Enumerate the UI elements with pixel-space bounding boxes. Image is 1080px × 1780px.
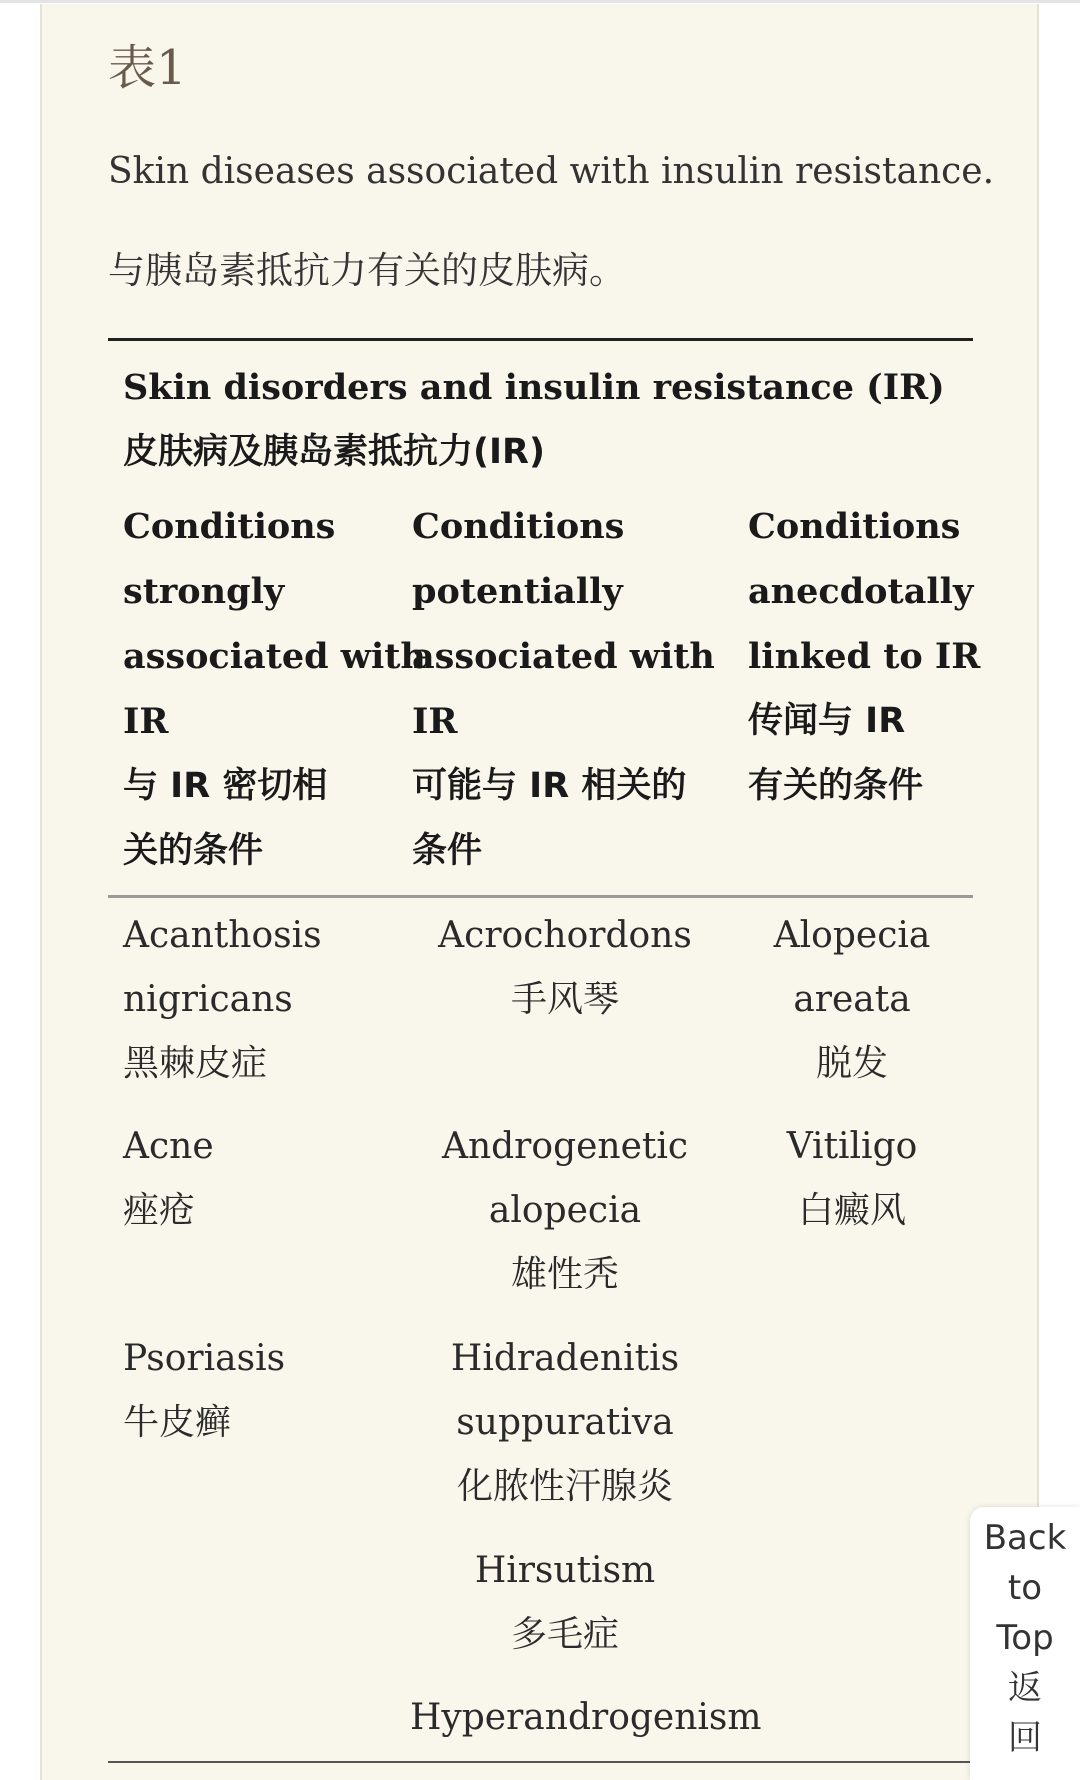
cell-text-en: Hirsutism <box>474 1550 656 1591</box>
table-heading <box>123 356 945 484</box>
cell-text-en: areata <box>793 979 911 1020</box>
table-bottom-rule <box>108 1761 973 1763</box>
table-cell <box>410 1539 720 1667</box>
caption-chinese: 与胰岛素抵抗力有关的皮肤病。 <box>108 249 626 292</box>
caption-english: Skin diseases associated with insulin resistance. <box>108 151 995 192</box>
cell-text-en: Hidradenitis <box>450 1338 680 1379</box>
cell-text-en: Acne <box>123 1126 214 1167</box>
column-header-line: IR <box>412 701 458 742</box>
cell-text-zh: 痤疮 <box>123 1190 196 1231</box>
column-header-line-zh: 条件 <box>412 831 483 871</box>
cell-text-en: Androgenetic <box>441 1126 689 1167</box>
column-header-line: associated with <box>412 636 715 677</box>
column-header-line-zh: 与 IR 密切相 <box>123 766 328 806</box>
column-header-line: associated with <box>123 636 426 677</box>
cell-text-zh: 白癜风 <box>797 1190 906 1231</box>
back-to-top-label: to <box>1007 1568 1043 1608</box>
table-cell <box>410 1327 720 1519</box>
table-header-rule <box>108 895 973 898</box>
column-header-potential <box>412 494 732 884</box>
table-cell <box>123 1327 285 1455</box>
cell-text-zh: 牛皮癣 <box>123 1402 232 1443</box>
cell-text-en: alopecia <box>488 1190 642 1231</box>
column-header-line: Conditions <box>412 506 625 547</box>
cell-text-en: Acanthosis <box>123 915 322 956</box>
column-header-line: strongly <box>123 571 285 612</box>
table-cell <box>742 904 962 1096</box>
column-header-line-zh: 有关的条件 <box>748 766 924 806</box>
column-header-line-zh: 关的条件 <box>123 831 264 871</box>
cell-text-en: Acrochordons <box>438 915 692 956</box>
back-to-top-label: Top <box>996 1618 1054 1658</box>
back-to-top-label: Back <box>983 1518 1067 1558</box>
column-header-line-zh: 传闻与 IR <box>748 701 906 741</box>
table-cell <box>123 904 322 1096</box>
cell-text-en: Alopecia <box>773 915 931 956</box>
column-header-line-zh: 可能与 IR 相关的 <box>412 766 687 806</box>
table-top-rule <box>108 338 973 341</box>
cell-text-zh: 化脓性汗腺炎 <box>456 1466 673 1507</box>
table-title: 表1 <box>108 40 187 96</box>
cell-text-zh: 雄性秃 <box>510 1254 619 1295</box>
cell-text-zh: 多毛症 <box>510 1614 619 1655</box>
cell-text-en: Psoriasis <box>123 1338 286 1379</box>
column-header-line: Conditions <box>123 506 336 547</box>
column-header-line: anecdotally <box>748 571 974 612</box>
cell-text-en: nigricans <box>123 979 293 1020</box>
table-heading-en: Skin disorders and insulin resistance (IR) <box>123 367 945 408</box>
column-header-strong <box>123 494 426 884</box>
cell-text-zh: 黑棘皮症 <box>123 1043 268 1084</box>
table-heading-zh: 皮肤病及胰岛素抵抗力(IR) <box>123 432 545 472</box>
column-header-anecdotal <box>748 494 981 819</box>
cell-text-en: Hyperandrogenism <box>410 1697 762 1738</box>
table-cell <box>410 1115 720 1307</box>
table-cell <box>410 904 720 1032</box>
column-header-line: linked to IR <box>748 636 981 677</box>
table-cell <box>123 1115 214 1243</box>
column-header-line: potentially <box>412 571 623 612</box>
back-to-top-label: 回 <box>1008 1718 1042 1758</box>
back-to-top-label: 返 <box>1008 1668 1042 1708</box>
cell-text-zh: 手风琴 <box>510 979 619 1020</box>
cell-text-en: Vitiligo <box>786 1126 918 1167</box>
top-divider <box>0 0 1080 3</box>
cell-text-en: suppurativa <box>456 1402 674 1443</box>
table-cell <box>742 1115 962 1243</box>
cell-text-zh: 脱发 <box>815 1043 888 1084</box>
column-header-line: IR <box>123 701 169 742</box>
back-to-top-button[interactable] <box>970 1507 1080 1780</box>
table-cell <box>410 1686 762 1750</box>
column-header-line: Conditions <box>748 506 961 547</box>
